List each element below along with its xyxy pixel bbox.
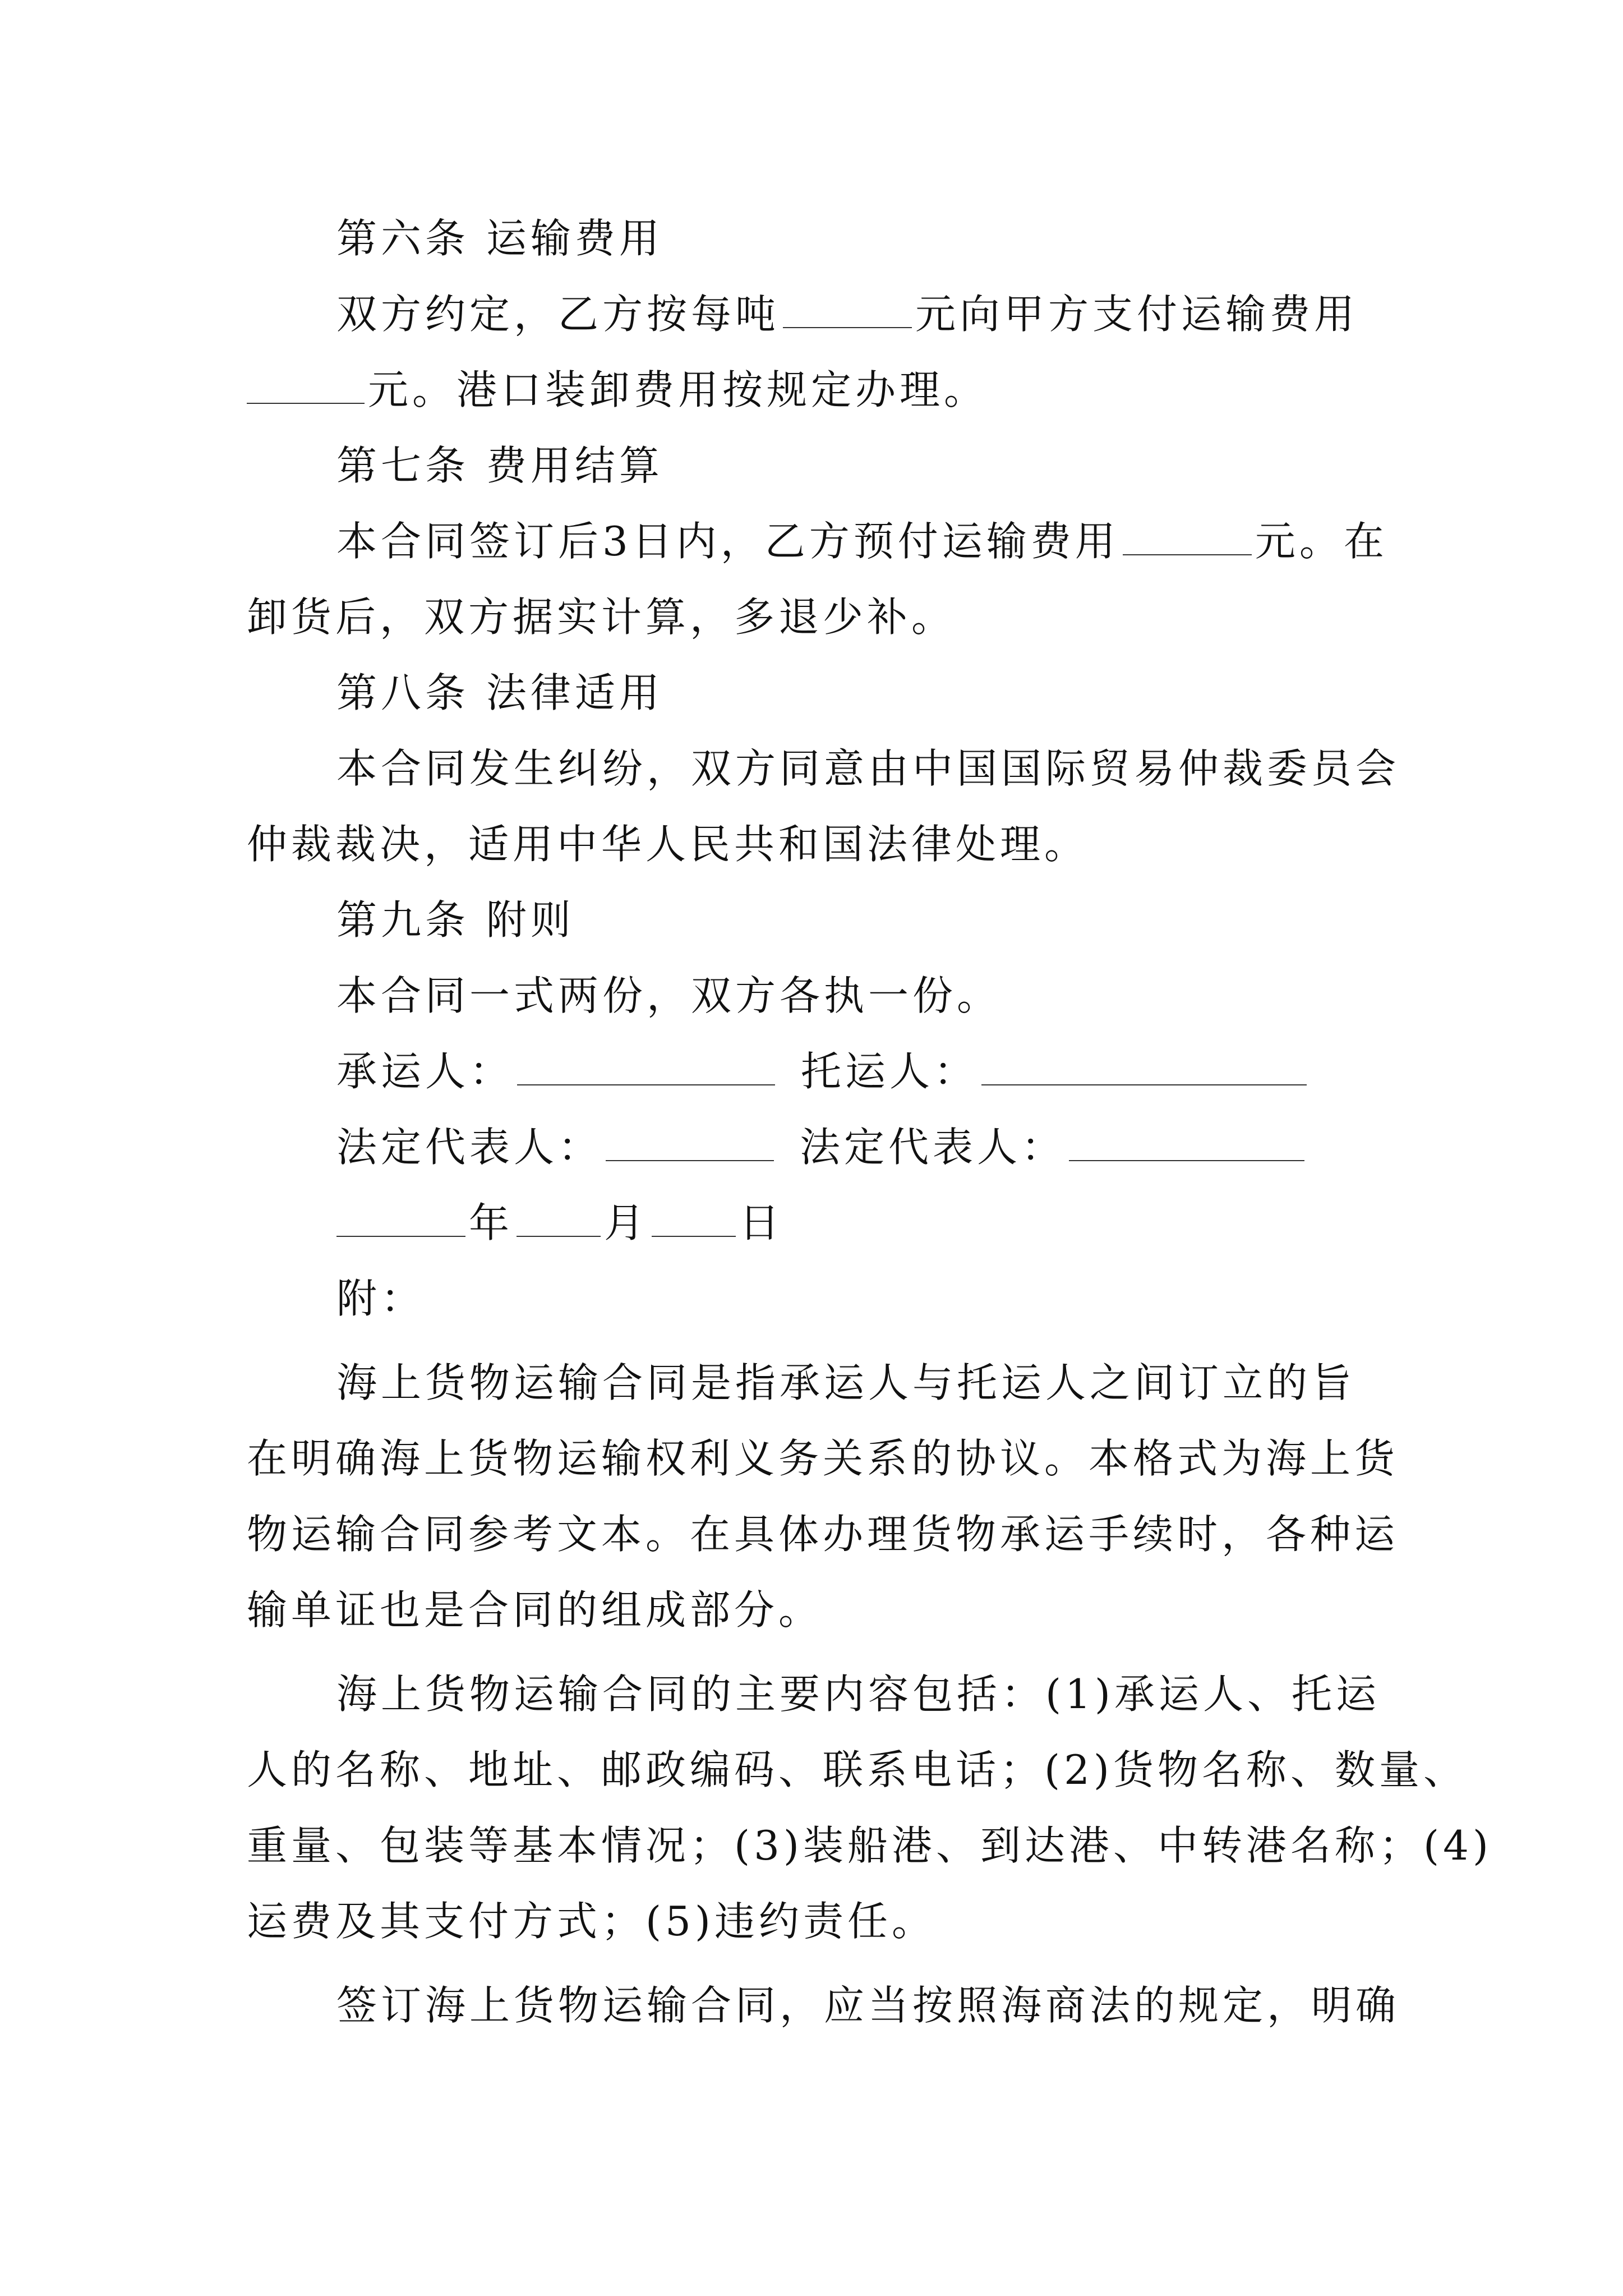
article-7-heading: 第七条 费用结算: [336, 442, 663, 489]
appendix-paragraph-3-line-1: 签订海上货物运输合同，应当按照海商法的规定，明确: [336, 1982, 1400, 2029]
year-blank[interactable]: [336, 1201, 465, 1237]
appendix-paragraph-1-line-3: 物运输合同参考文本。在具体办理货物承运手续时，各种运: [247, 1511, 1399, 1558]
carrier-blank[interactable]: [517, 1050, 775, 1085]
signature-parties-line: 承运人： 托运人：: [336, 1046, 1310, 1097]
appendix-paragraph-2-line-4: 运费及其支付方式；(5)违约责任。: [247, 1898, 936, 1945]
appendix-paragraph-1-line-1: 海上货物运输合同是指承运人与托运人之间订立的旨: [336, 1359, 1356, 1406]
article-9-text: 本合同一式两份，双方各执一份。: [336, 972, 1002, 1019]
shipper-blank[interactable]: [981, 1050, 1307, 1085]
article-8-text-line-2: 仲裁裁决，适用中华人民共和国法律处理。: [247, 821, 1089, 868]
article-8-text-line-1: 本合同发生纠纷，双方同意由中国国际贸易仲裁委员会: [336, 745, 1400, 792]
article-6-text-line-1: 双方约定，乙方按每吨 元向甲方支付运输费用: [336, 291, 1359, 338]
transport-fee-blank[interactable]: [247, 368, 365, 404]
article-9-heading: 第九条 附则: [336, 896, 575, 944]
appendix-paragraph-1-line-2: 在明确海上货物运输权利义务关系的协议。本格式为海上货: [247, 1435, 1399, 1482]
article-7-text-line-1: 本合同签订后3日内，乙方预付运输费用 元。在: [336, 518, 1388, 565]
article-8-heading: 第八条 法律适用: [336, 669, 663, 716]
appendix-heading: 附：: [336, 1275, 426, 1322]
shipper-representative-blank[interactable]: [1069, 1125, 1304, 1161]
month-blank[interactable]: [517, 1201, 601, 1237]
appendix-paragraph-2-line-1: 海上货物运输合同的主要内容包括：(1)承运人、托运: [336, 1671, 1380, 1718]
prepay-amount-blank[interactable]: [1123, 519, 1252, 555]
appendix-paragraph-1-line-4: 输单证也是合同的组成部分。: [247, 1586, 823, 1634]
carrier-representative-blank[interactable]: [606, 1125, 774, 1161]
date-line: 年 月 日: [336, 1198, 783, 1248]
legal-representatives-line: 法定代表人： 法定代表人：: [336, 1122, 1308, 1172]
price-per-ton-blank[interactable]: [783, 292, 912, 328]
article-7-text-line-2: 卸货后，双方据实计算，多退少补。: [247, 593, 956, 641]
day-blank[interactable]: [652, 1201, 736, 1237]
article-6-text-line-2: 元。港口装卸费用按规定办理。: [247, 365, 988, 415]
article-6-heading: 第六条 运输费用: [336, 215, 663, 262]
appendix-paragraph-2-line-3: 重量、包装等基本情况；(3)装船港、到达港、中转港名称；(4): [247, 1822, 1492, 1869]
appendix-paragraph-2-line-2: 人的名称、地址、邮政编码、联系电话；(2)货物名称、数量、: [247, 1746, 1468, 1793]
